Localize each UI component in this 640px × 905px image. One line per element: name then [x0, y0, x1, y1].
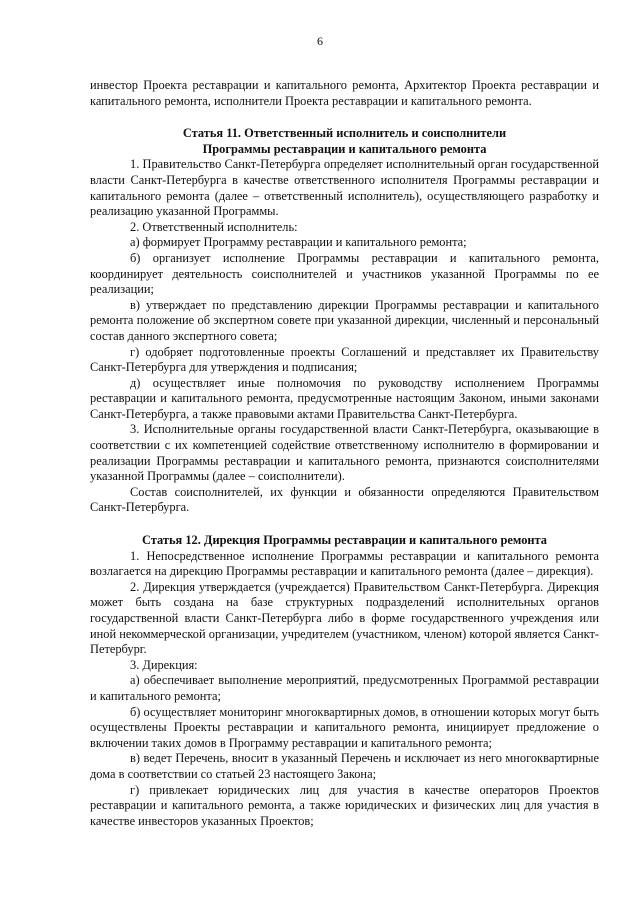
article-12-paragraph: 2. Дирекция утверждается (учреждается) Правительством Санкт-Петербурга. Дирекция может быть создана на базе структурных подразделений исполнительных органов государственной власти Санкт-Петербурга либо в форме государственного учреждения или иной некоммерческой организации, учредителем (участником, членом) которой является Санкт-Петербург.: [90, 579, 599, 657]
article-11-paragraph: б) организует исполнение Программы реставрации и капитального ремонта, координирует деятельность соисполнителей и участников указанной Программы по ее реализации;: [90, 250, 599, 297]
article-12-heading: Статья 12. Дирекция Программы реставрации и капитального ремонта: [142, 533, 547, 548]
article-11-paragraph: г) одобряет подготовленные проекты Соглашений и представляет их Правительству Санкт-Петербурга для утверждения и подписания;: [90, 344, 599, 375]
article-11-paragraph: в) утверждает по представлению дирекции Программы реставрации и капитального ремонта положение об экспертном совете при указанной дирекции, численный и персональный состав данного экспертного совета;: [90, 297, 599, 343]
article-11-paragraph: Состав соисполнителей, их функции и обязанности определяются Правительством Санкт-Петербурга.: [90, 484, 599, 515]
article-11-paragraph: 3. Исполнительные органы государственной власти Санкт-Петербурга, оказывающие в соответствии с их компетенцией содействие ответственному исполнителю в формировании и реализации Программы реставрации и капитального ремонта, признаются соисполнителями указанной Программы (далее – соисполнители).: [90, 422, 599, 484]
intro-paragraph: инвестор Проекта реставрации и капитального ремонта, Архитектор Проекта реставрации и капитального ремонта, исполнители Проекта реставрации и капитального ремонта.: [90, 78, 599, 108]
article-11-heading: Статья 11. Ответственный исполнитель и соисполнители: [182, 126, 507, 141]
article-11-paragraph: 1. Правительство Санкт-Петербурга определяет исполнительный орган государственной власти Санкт-Петербурга в качестве ответственного исполнителя Программы реставрации и капитального ремонта (далее – ответственный исполнитель), осуществляющего разработку и реализацию указанной Программы.: [90, 157, 599, 219]
article-12-paragraph: в) ведет Перечень, вносит в указанный Перечень и исключает из него многоквартирные дома в соответствии со статьей 23 настоящего Закона;: [90, 751, 599, 781]
article-11-paragraph: а) формирует Программу реставрации и капитального ремонта;: [130, 235, 467, 250]
article-12-paragraph: а) обеспечивает выполнение мероприятий, предусмотренных Программой реставрации и капитального ремонта;: [90, 673, 599, 703]
document-body: [90, 78, 599, 829]
article-11-paragraph: д) осуществляет иные полномочия по руководству исполнением Программы реставрации и капитального ремонта, предусмотренные настоящим Законом, иными законами Санкт-Петербурга, а также правовыми актами Правительства Санкт-Петербурга.: [90, 375, 599, 421]
page-number: 6: [317, 34, 323, 48]
article-11-paragraph: 2. Ответственный исполнитель:: [130, 219, 298, 234]
article-12-paragraph: 1. Непосредственное исполнение Программы реставрации и капитального ремонта возлагается на дирекцию Программы реставрации и капитального ремонта (далее – дирекция).: [90, 548, 599, 579]
article-12-paragraph: б) осуществляет мониторинг многоквартирных домов, в отношении которых могут быть осуществлены Проекты реставрации и капитального ремонта, инициирует предложение о включении таких домов в Программу реставрации и капитального ремонта;: [90, 704, 599, 750]
article-12-paragraph: г) привлекает юридических лиц для участия в качестве операторов Проектов реставрации и капитального ремонта, а также юридических и физических лиц для участия в качестве инвесторов указанных Проектов;: [90, 782, 599, 828]
article-12-paragraph: 3. Дирекция:: [130, 657, 198, 672]
article-11-subheading: Программы реставрации и капитального ремонта: [202, 141, 487, 156]
